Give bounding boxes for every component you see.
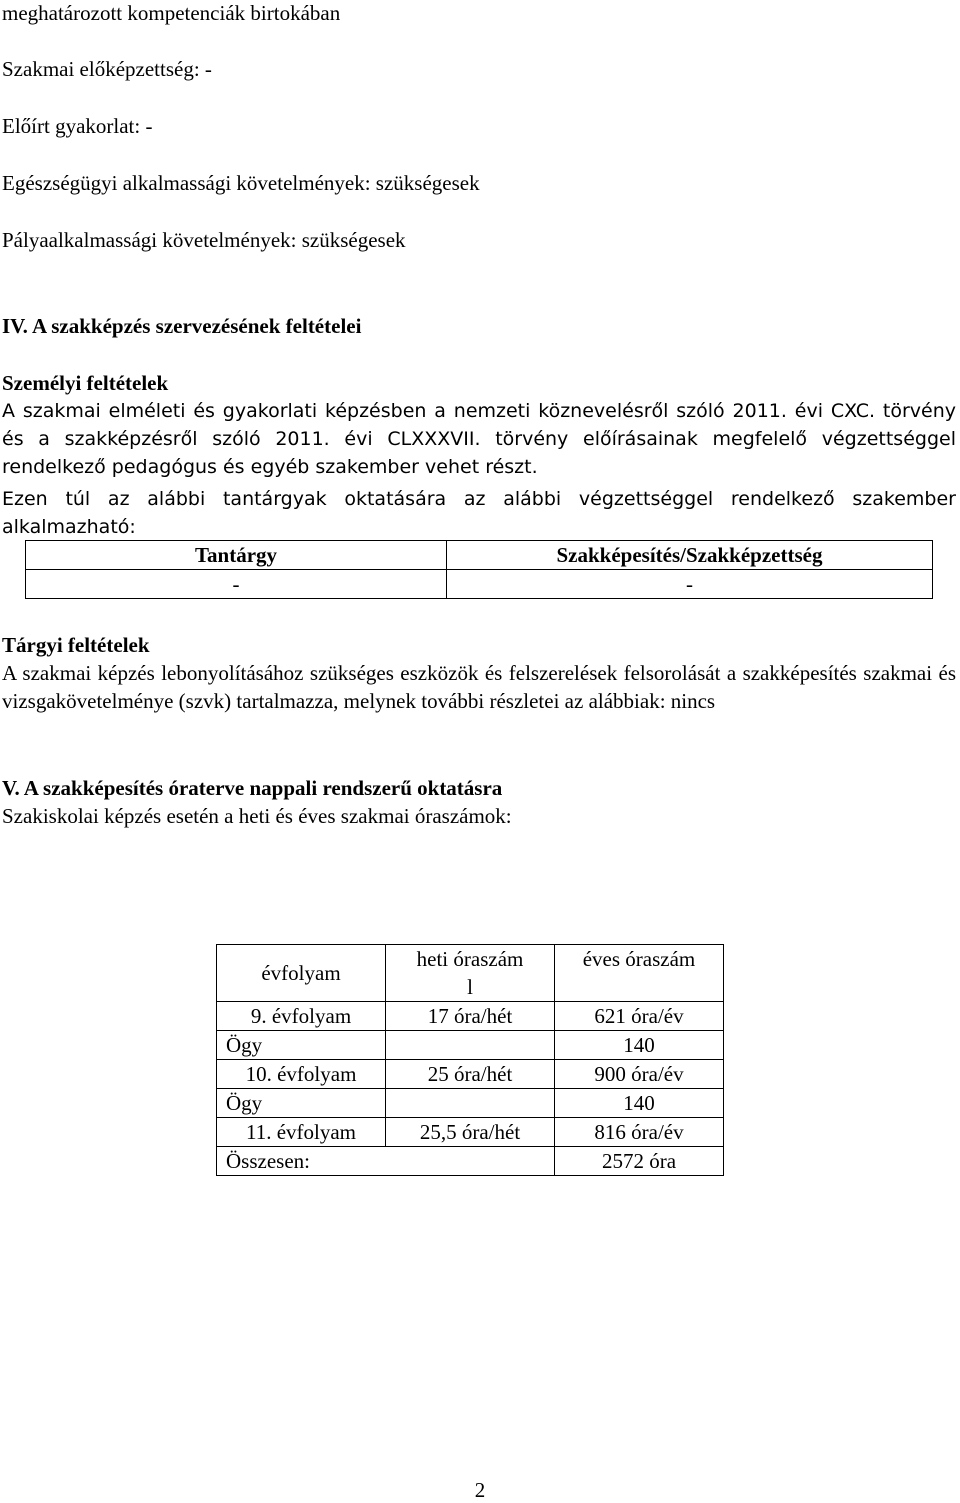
table-cell: 25 óra/hét xyxy=(386,1060,555,1089)
table-row xyxy=(217,1089,724,1118)
table-row xyxy=(217,1031,724,1060)
table-cell: 621 óra/év xyxy=(555,1002,724,1031)
text-line: meghatározott kompetenciák birtokában xyxy=(2,1,341,25)
section-title: V. A szakképesítés óraterve nappali rendszerű oktatásra xyxy=(2,776,503,800)
section-subtitle: Szakiskolai képzés esetén a heti és éves szakmai óraszámok: xyxy=(2,804,512,828)
header-line: l xyxy=(467,975,473,999)
hours-table xyxy=(216,944,724,1176)
table-cell: 900 óra/év xyxy=(555,1060,724,1089)
table-header-cell: éves óraszám xyxy=(555,945,724,1002)
table-row xyxy=(217,1060,724,1089)
paragraph-personal: A szakmai elméleti és gyakorlati képzésben a nemzeti köznevelésről szóló 2011. évi CXC. törvény és a szakképzésről szóló 2011. évi CLXXXVII. törvény előírásainak megfelelő végzettséggel rendelkező pedagógus és egyéb szakember vehet részt. xyxy=(2,400,956,478)
table-cell: 17 óra/hét xyxy=(386,1002,555,1031)
table-header-cell xyxy=(386,945,555,1002)
section-title: IV. A szakképzés szervezésének feltételei xyxy=(2,314,362,338)
table-cell: - xyxy=(447,570,933,599)
paragraph-material: A szakmai képzés lebonyolításához szükséges eszközök és felszerelések felsorolását a szakképesítés szakmai és vizsgakövetelménye (szvk) tartalmazza, melynek további részletei az alábbiak: nincs xyxy=(2,661,956,713)
section-heading: Tárgyi feltételek xyxy=(2,633,150,657)
subject-table xyxy=(25,540,933,599)
text-line: Szakmai előképzettség: - xyxy=(2,57,212,81)
table-row xyxy=(217,1002,724,1031)
table-cell: 9. évfolyam xyxy=(217,1002,386,1031)
table-cell xyxy=(386,1031,555,1060)
table-header-cell: Szakképesítés/Szakképzettség xyxy=(447,541,933,570)
table-cell: 11. évfolyam xyxy=(217,1118,386,1147)
table-cell: - xyxy=(26,570,447,599)
paragraph-extra: Ezen túl az alábbi tantárgyak oktatására az alábbi végzettséggel rendelkező szakember alkalmazható: xyxy=(2,488,956,538)
table-cell: 140 xyxy=(555,1031,724,1060)
table-cell: 140 xyxy=(555,1089,724,1118)
table-cell xyxy=(386,1089,555,1118)
table-cell: 10. évfolyam xyxy=(217,1060,386,1089)
table-row xyxy=(217,1118,724,1147)
table-cell: 816 óra/év xyxy=(555,1118,724,1147)
text-line: Előírt gyakorlat: - xyxy=(2,114,153,138)
section-heading: Személyi feltételek xyxy=(2,371,169,395)
table-header-cell: Tantárgy xyxy=(26,541,447,570)
table-header-cell: évfolyam xyxy=(217,945,386,1002)
header-line: heti óraszám xyxy=(416,947,524,971)
page-number: 2 xyxy=(474,1478,486,1502)
table-cell: 25,5 óra/hét xyxy=(386,1118,555,1147)
table-cell-total-label: Összesen: xyxy=(217,1147,555,1176)
table-row-total xyxy=(217,1147,724,1176)
text-line: Egészségügyi alkalmassági követelmények: szükségesek xyxy=(2,171,480,195)
text-line: Pályaalkalmassági követelmények: szükségesek xyxy=(2,228,406,252)
table-cell-total-value: 2572 óra xyxy=(555,1147,724,1176)
table-cell: Ögy xyxy=(217,1031,386,1060)
table-cell: Ögy xyxy=(217,1089,386,1118)
